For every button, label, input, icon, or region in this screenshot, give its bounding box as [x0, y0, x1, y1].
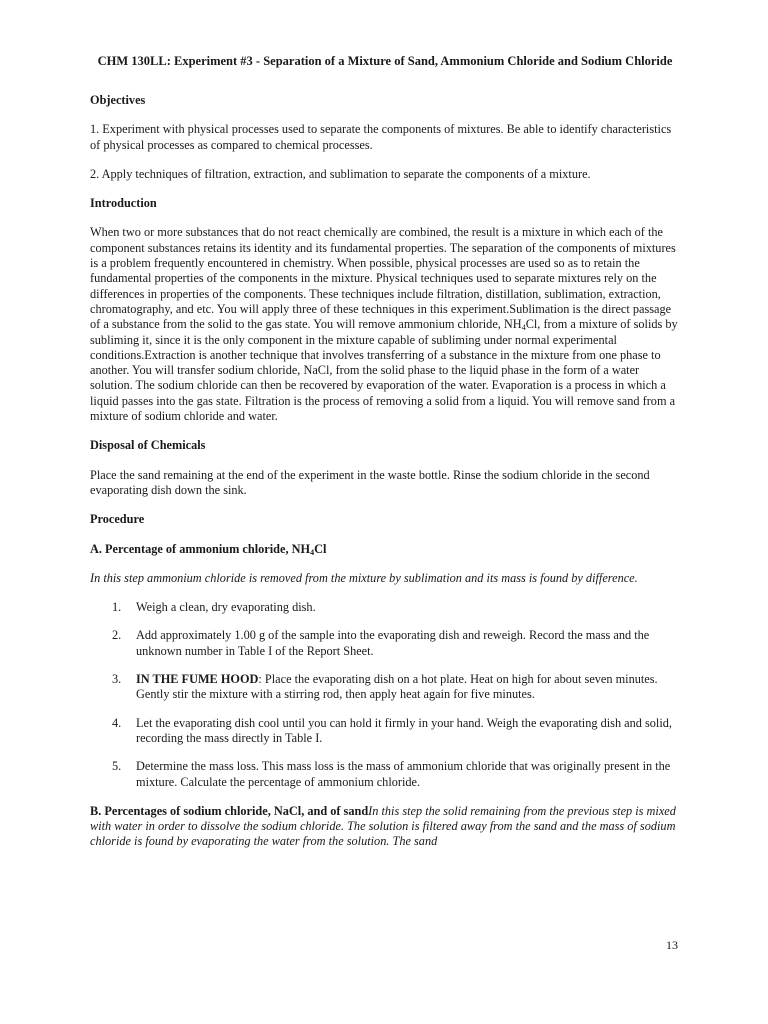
section-a-heading-end: Cl — [314, 541, 327, 556]
step-number: 1. — [112, 600, 122, 615]
introduction-text-part1: When two or more substances that do not react chemically are combined, the result is a mixture in which each of the component substances retains its identity and its fundamental properties. The separation of the components of mixtures is a problem frequently encountered in chemistry. When possible, physical processes are used so as to retain the fundamental properties of the components in the mixture. Physical techniques used to separate mixtures rely on the differences in properties of the components. These techniques include filtration, distillation, sublimation, extraction, chromatography, and etc. You will apply three of these techniques in this experiment.Sublimation is the direct passage of a substance from the solid to the gas state. You will remove ammonium chloride, NH — [90, 225, 676, 332]
objectives-heading: Objectives — [90, 93, 146, 107]
step-number: 4. — [112, 715, 122, 730]
section-a-heading-subscript: 4 — [310, 547, 315, 557]
document-title: CHM 130LL: Experiment #3 - Separation of a Mixture of Sand, Ammonium Chloride and Sodium Chloride — [97, 54, 673, 68]
page-number: 13 — [666, 938, 678, 952]
procedure-step — [90, 672, 680, 703]
step-number: 2. — [112, 628, 122, 643]
introduction-heading: Introduction — [90, 196, 157, 211]
disposal-text: Place the sand remaining at the end of the experiment in the waste bottle. Rinse the sodium chloride in the second evaporating dish down the sink. — [90, 467, 650, 497]
step-text: Add approximately 1.00 g of the sample into the evaporating dish and reweigh. Record the mass and the unknown number in Table I of the Report Sheet. — [136, 628, 650, 658]
procedure-step — [90, 759, 680, 790]
section-a-note: In this step ammonium chloride is removed from the mixture by sublimation and its mass is found by difference. — [90, 570, 638, 585]
procedure-step — [90, 600, 680, 615]
introduction-subscript: 4 — [521, 323, 526, 333]
step-text: Determine the mass loss. This mass loss is the mass of ammonium chloride that was originally present in the mixture. Calculate the percentage of ammonium chloride. — [136, 759, 671, 789]
objective-1: 1. Experiment with physical processes used to separate the components of mixtures. Be able to identify characteristics of physical processes as compared to chemical processes. — [90, 122, 672, 152]
introduction-text-part2: Cl, from a mixture of solids by subliming it, since it is the only component in the mixture capable of subliming under normal experimental conditions.Extraction is another technique that involves transferring of a substance in the mixture from one phase to another. You will transfer sodium chloride, NaCl, from the solid phase to the liquid phase in the form of a water solution. The sodium chloride can then be recovered by evaporation of the water. Evaporation is a process in which a liquid passes into the gas state. Filtration is the process of removing a solid from a liquid. You will remove sand from a mixture of sodium chloride and water. — [90, 317, 678, 424]
step-lead: IN THE FUME HOOD — [136, 672, 259, 687]
section-b-paragraph — [90, 804, 680, 850]
step-number: 5. — [112, 759, 122, 774]
section-a-heading-text: A. Percentage of ammonium chloride, NH — [90, 541, 311, 556]
document-page — [90, 54, 680, 850]
introduction-paragraph — [90, 225, 680, 424]
procedure-steps-list — [90, 600, 680, 790]
step-text: Let the evaporating dish cool until you can hold it firmly in your hand. Weigh the evaporating dish and solid, recording the mass directly in Table I. — [136, 715, 672, 745]
step-text: Weigh a clean, dry evaporating dish. — [136, 600, 316, 615]
procedure-step — [90, 716, 680, 747]
objective-2: 2. Apply techniques of filtration, extraction, and sublimation to separate the components of a mixture. — [90, 166, 591, 181]
procedure-heading: Procedure — [90, 512, 145, 527]
section-b-heading: B. Percentages of sodium chloride, NaCl, and of sand — [90, 803, 369, 818]
disposal-heading: Disposal of Chemicals — [90, 438, 206, 453]
step-number: 3. — [112, 672, 122, 687]
step-text: : Place the evaporating dish on a hot plate. Heat on high for about seven minutes. Gently stir the mixture with a stirring rod, then apply heat again for five minutes. — [136, 672, 658, 702]
section-a-heading — [90, 542, 680, 557]
section-b-note: In this step the solid remaining from the previous step is mixed with water in order to dissolve the sodium chloride. The solution is filtered away from the sand and the mass of sodium chloride is found by evaporating the water from the solution. The sand — [90, 803, 676, 849]
procedure-step — [90, 628, 680, 659]
